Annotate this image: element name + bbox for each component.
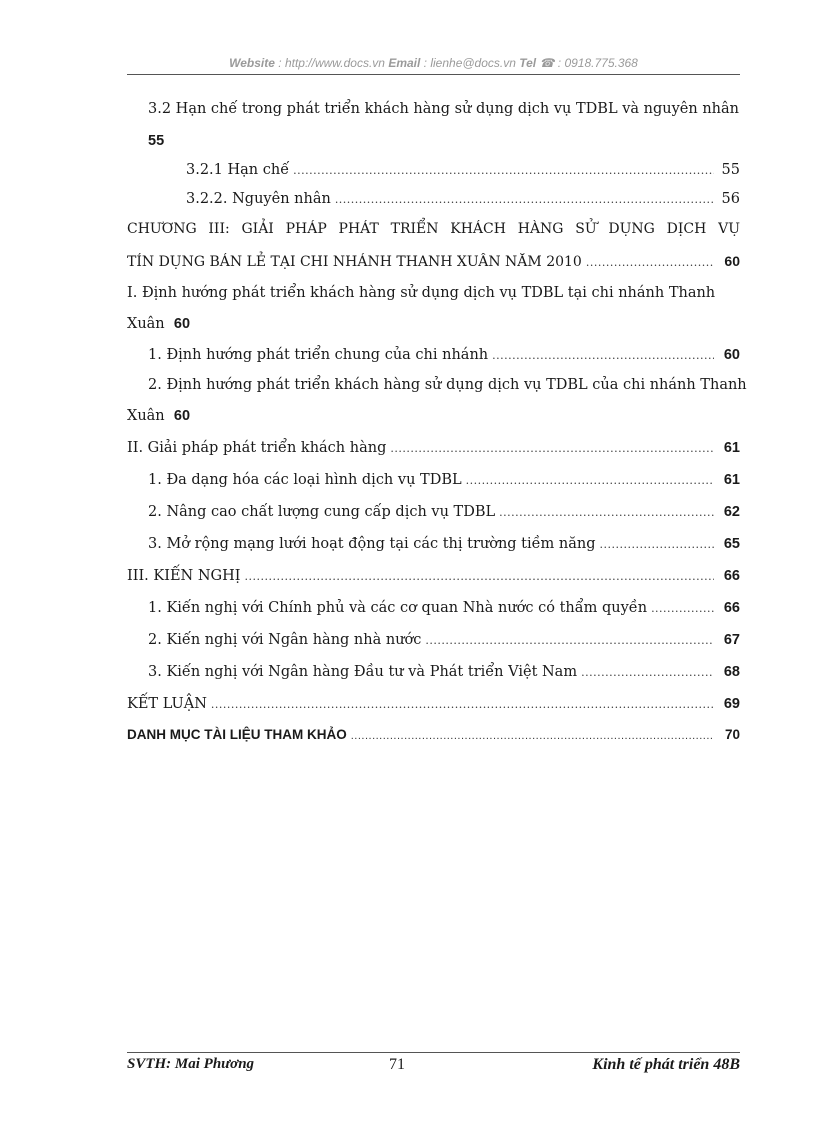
toc-section-2-1: [148, 472, 740, 488]
header-divider: [127, 74, 740, 75]
toc-label: 3. Kiến nghị với Ngân hàng Đầu tư và Phát triển Việt Nam: [148, 664, 578, 680]
toc-page: 60: [173, 408, 191, 424]
toc-section-3-1: [148, 600, 740, 616]
leader-dots: [600, 538, 714, 551]
toc-chapter-3-title: CHƯƠNG III: GIẢI PHÁP PHÁT TRIỂN KHÁCH HÀNG SỬ DỤNG DỊCH VỤ: [127, 221, 740, 237]
toc-label: II. Giải pháp phát triển khách hàng: [127, 440, 387, 456]
toc-label: 1. Định hướng phát triển chung của chi nhánh: [148, 347, 489, 363]
toc-label: 2. Nâng cao chất lượng cung cấp dịch vụ TDBL: [148, 504, 496, 520]
leader-dots: [492, 349, 714, 362]
toc-label: 3.2.1 Hạn chế: [186, 162, 290, 178]
toc-label: 3. Mở rộng mạng lưới hoạt động tại các thị trường tiềm năng: [148, 536, 596, 552]
leader-dots: [245, 570, 715, 583]
toc-page: 62: [723, 504, 740, 520]
leader-dots: [466, 474, 714, 487]
email-label: Email: [388, 56, 421, 70]
page-header: [127, 56, 740, 70]
leader-dots: [425, 634, 714, 647]
leader-dots: [335, 193, 714, 206]
toc-label: 2. Kiến nghị với Ngân hàng nhà nước: [148, 632, 422, 648]
footer-department: Kinh tế phát triển 48B: [592, 1056, 740, 1073]
footer-page-number: 71: [389, 1056, 405, 1073]
toc-page: 56: [721, 191, 740, 207]
toc-page: 60: [724, 253, 740, 269]
toc-conclusion: [127, 696, 740, 712]
toc-section-3: [127, 568, 740, 584]
toc-page: 61: [723, 440, 740, 456]
toc-page: 66: [723, 568, 740, 584]
toc-page: 55: [721, 162, 740, 178]
toc-references: [127, 727, 740, 742]
leader-dots: [499, 506, 714, 519]
toc-page: 68: [723, 664, 740, 680]
tel-label: Tel: [519, 56, 537, 70]
email-value: : lienhe@docs.vn: [420, 56, 520, 70]
toc-item-3-2-page: 55: [148, 133, 165, 149]
leader-dots: [351, 730, 714, 742]
toc-label: Xuân: [127, 408, 165, 424]
toc-label: 3.2.2. Nguyên nhân: [186, 191, 331, 207]
leader-dots: [581, 666, 714, 679]
footer-divider: [127, 1052, 740, 1053]
leader-dots: [651, 602, 714, 615]
toc-section-1-title-cont: [127, 316, 190, 332]
toc-page: 61: [723, 472, 740, 488]
toc-section-3-2: [148, 632, 740, 648]
toc-page: 60: [723, 347, 740, 363]
toc-page: 67: [723, 632, 740, 648]
toc-label: III. KIẾN NGHỊ: [127, 568, 241, 584]
toc-item-3-2-2: [186, 191, 740, 207]
website-label: Website: [229, 56, 275, 70]
toc-section-2-2: [148, 504, 740, 520]
leader-dots: [293, 164, 714, 177]
toc-label: KẾT LUẬN: [127, 696, 207, 712]
toc-page: 66: [723, 600, 740, 616]
toc-section-1-2-title-cont: [127, 408, 190, 424]
website-value: : http://www.docs.vn: [274, 56, 389, 70]
leader-dots: [211, 698, 714, 711]
toc-label: DANH MỤC TÀI LIỆU THAM KHẢO: [127, 727, 347, 742]
leader-dots: [390, 442, 714, 455]
toc-section-1-1: [148, 347, 740, 363]
footer-author: SVTH: Mai Phương: [127, 1056, 255, 1072]
page-footer: [127, 1056, 740, 1078]
toc-item-3-2-1: [186, 162, 740, 178]
toc-page: 60: [173, 316, 191, 332]
toc-chapter-3: [127, 253, 740, 270]
toc-page: 70: [724, 727, 740, 742]
toc-label: Xuân: [127, 316, 165, 332]
toc-section-1-2-title: 2. Định hướng phát triển khách hàng sử dụng dịch vụ TDBL của chi nhánh Thanh: [148, 377, 747, 393]
toc-label: 1. Kiến nghị với Chính phủ và các cơ quan Nhà nước có thẩm quyền: [148, 600, 648, 616]
toc-section-2: [127, 440, 740, 456]
toc-page: 69: [723, 696, 740, 712]
toc-page: 65: [723, 536, 740, 552]
toc-label: TÍN DỤNG BÁN LẺ TẠI CHI NHÁNH THANH XUÂN NĂM 2010: [127, 254, 582, 270]
toc-section-2-3: [148, 536, 740, 552]
leader-dots: [586, 256, 714, 269]
toc-item-3-2: 3.2 Hạn chế trong phát triển khách hàng sử dụng dịch vụ TDBL và nguyên nhân: [148, 101, 739, 117]
toc-label: 1. Đa dạng hóa các loại hình dịch vụ TDBL: [148, 472, 462, 488]
tel-value: ☎ : 0918.775.368: [536, 56, 638, 70]
toc-section-1-title: I. Định hướng phát triển khách hàng sử dụng dịch vụ TDBL tại chi nhánh Thanh: [127, 285, 716, 301]
toc-section-3-3: [148, 664, 740, 680]
